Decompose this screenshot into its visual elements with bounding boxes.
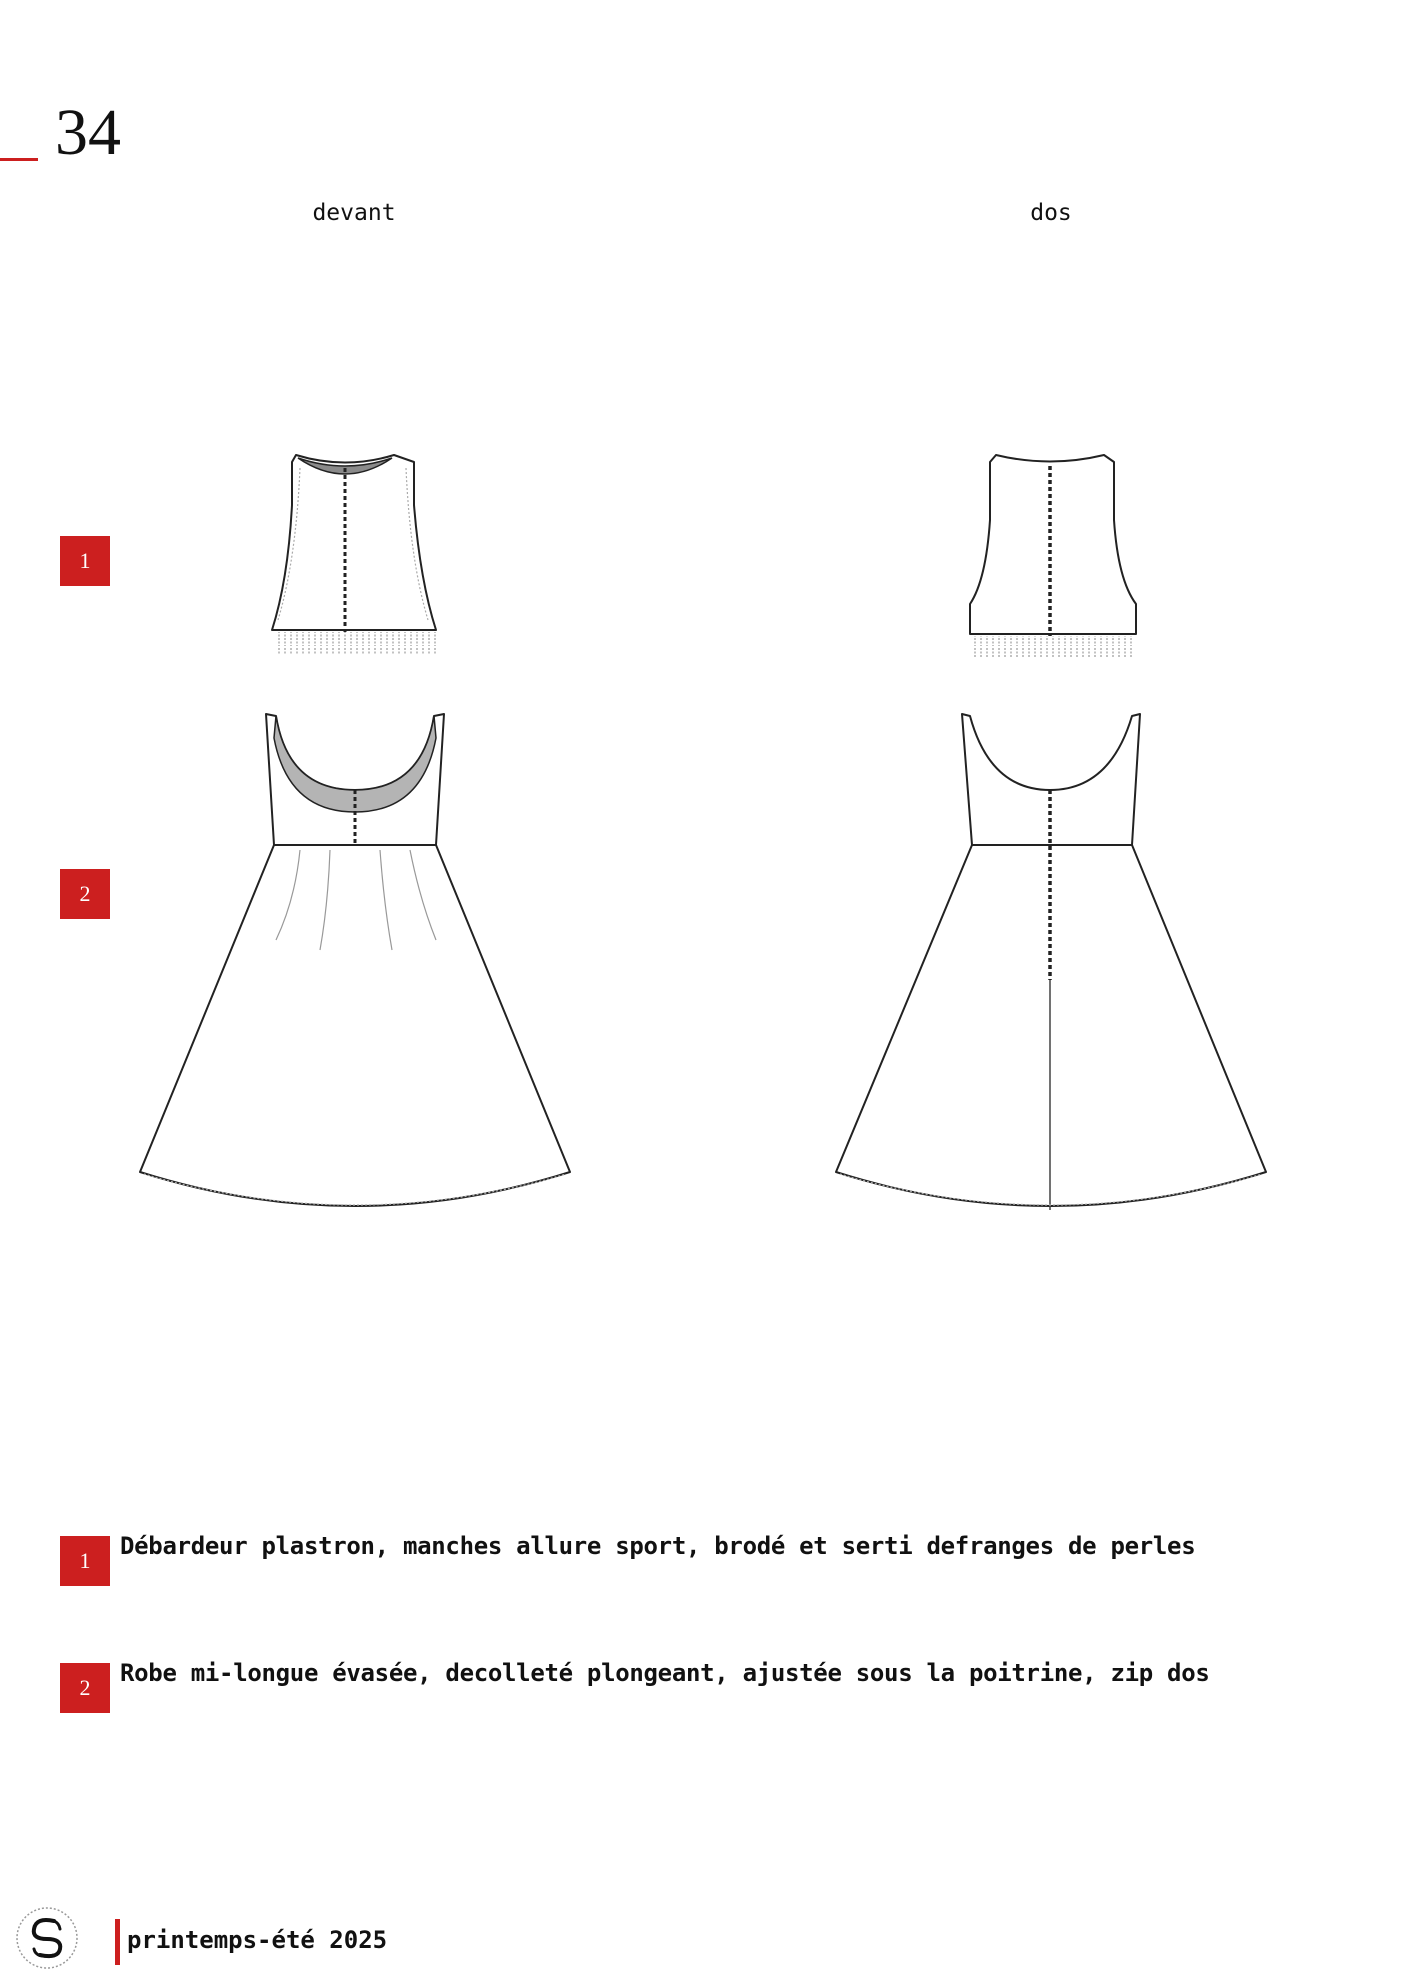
view-label-back: dos [1030,200,1072,226]
item-description-2: Robe mi-longue évasée, decolleté plongeant, ajustée sous la poitrine, zip dos [120,1659,1210,1687]
item-badge-1: 1 [60,536,110,586]
footer-accent-bar [115,1919,120,1965]
dress-front-drawing [140,714,570,1206]
description-badge-1: 1 [60,1536,110,1586]
description-badge-2: 2 [60,1663,110,1713]
item-badge-2: 2 [60,869,110,919]
dress-back-drawing [836,714,1266,1210]
brand-monogram-logo-icon [14,1905,80,1971]
view-label-front: devant [312,200,396,226]
tank-top-front-drawing [272,455,436,654]
page-number: 34 [55,96,121,169]
item-description-1: Débardeur plastron, manches allure sport, brodé et serti defranges de perles [120,1532,1196,1560]
tank-top-back-drawing [970,455,1136,658]
footer-season: printemps-été 2025 [127,1926,388,1954]
